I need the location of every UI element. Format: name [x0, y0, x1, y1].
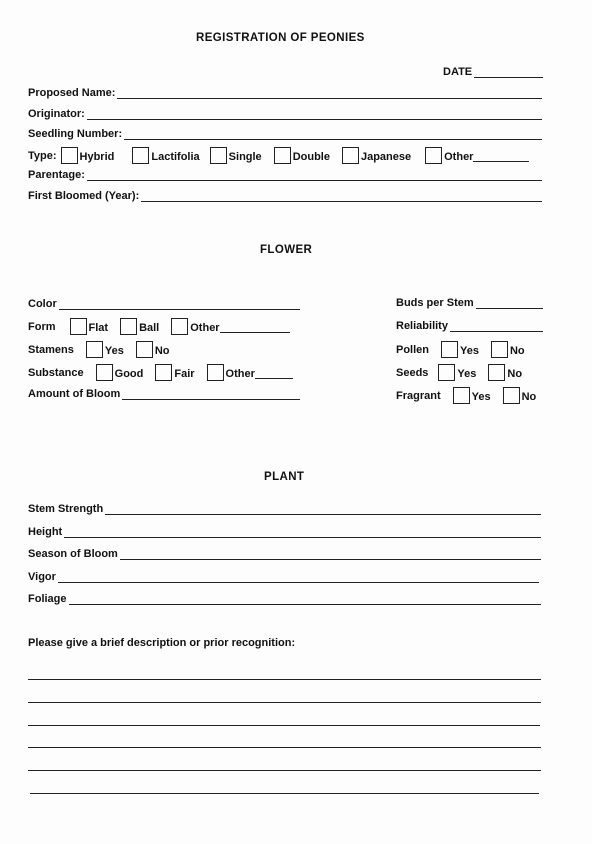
seedling-number-line[interactable] — [124, 128, 542, 140]
proposed-name-line[interactable] — [117, 87, 542, 99]
season-of-bloom-line[interactable] — [120, 548, 541, 560]
type-option-double[interactable] — [274, 147, 330, 164]
form-row — [28, 318, 290, 335]
checkbox[interactable] — [132, 147, 149, 164]
vigor-line[interactable] — [58, 571, 539, 583]
option-label: Single — [228, 151, 262, 163]
option-label: Ball — [139, 322, 160, 334]
fragrant-row — [396, 387, 536, 404]
checkbox[interactable] — [425, 147, 442, 164]
stem-strength-field[interactable] — [28, 503, 541, 515]
option-label: Yes — [471, 391, 491, 403]
substance-other-line[interactable] — [255, 367, 293, 379]
fragrant-yes[interactable] — [453, 387, 491, 404]
date-line[interactable] — [474, 66, 543, 78]
type-option-hybrid[interactable] — [61, 147, 115, 164]
pollen-row — [396, 341, 531, 358]
seedling-number-label: Seedling Number: — [28, 128, 123, 140]
checkbox[interactable] — [342, 147, 359, 164]
seeds-row — [396, 364, 528, 381]
fragrant-label: Fragrant — [396, 389, 441, 402]
option-label: Good — [114, 368, 144, 380]
option-label: Flat — [88, 322, 109, 334]
checkbox[interactable] — [136, 341, 153, 358]
description-line[interactable] — [30, 793, 539, 794]
substance-option-good[interactable] — [96, 364, 144, 381]
option-label: Double — [292, 151, 330, 163]
page-title: REGISTRATION OF PEONIES — [196, 32, 365, 44]
reliability-field[interactable] — [396, 320, 543, 332]
foliage-field[interactable] — [28, 593, 541, 605]
option-label: Yes — [104, 345, 124, 357]
option-label: Hybrid — [79, 151, 115, 163]
amount-of-bloom-field[interactable] — [28, 388, 300, 400]
seeds-yes[interactable] — [438, 364, 476, 381]
option-label: No — [154, 345, 170, 357]
flower-heading: FLOWER — [260, 244, 313, 256]
option-label: Other — [190, 322, 220, 334]
fragrant-no[interactable] — [503, 387, 537, 404]
checkbox[interactable] — [503, 387, 520, 404]
first-bloomed-field[interactable] — [28, 190, 542, 202]
stamens-no[interactable] — [136, 341, 170, 358]
type-label: Type: — [28, 149, 57, 162]
type-option-other[interactable] — [425, 147, 473, 164]
option-label: Yes — [460, 345, 479, 357]
substance-row — [28, 364, 293, 381]
checkbox[interactable] — [274, 147, 291, 164]
checkbox[interactable] — [453, 387, 470, 404]
form-option-other[interactable] — [171, 318, 219, 335]
option-label: Lactifolia — [151, 151, 200, 163]
option-label: No — [509, 345, 525, 357]
type-other-line[interactable] — [473, 150, 529, 162]
form-option-ball[interactable] — [120, 318, 159, 335]
pollen-no[interactable] — [491, 341, 525, 358]
parentage-label: Parentage: — [28, 169, 85, 181]
checkbox[interactable] — [438, 364, 455, 381]
checkbox[interactable] — [441, 341, 458, 358]
description-prompt: Please give a brief description or prior recognition: — [28, 637, 296, 649]
color-label: Color — [28, 298, 57, 310]
first-bloomed-label: First Bloomed (Year): — [28, 190, 140, 202]
checkbox[interactable] — [210, 147, 227, 164]
description-line[interactable] — [28, 770, 541, 771]
proposed-name-field[interactable] — [28, 87, 542, 99]
description-line[interactable] — [28, 747, 541, 748]
color-field[interactable] — [28, 298, 300, 310]
buds-per-stem-field[interactable] — [396, 297, 543, 309]
option-label: Other — [225, 368, 255, 380]
checkbox[interactable] — [86, 341, 103, 358]
stem-strength-label: Stem Strength — [28, 503, 104, 515]
stamens-row — [28, 341, 176, 358]
date-label: DATE — [443, 66, 473, 78]
checkbox[interactable] — [96, 364, 113, 381]
color-line[interactable] — [59, 298, 300, 310]
height-field[interactable] — [28, 526, 541, 538]
stamens-label: Stamens — [28, 343, 74, 356]
checkbox[interactable] — [207, 364, 224, 381]
form-label: Form — [28, 320, 56, 333]
reliability-line[interactable] — [450, 320, 543, 332]
reliability-label: Reliability — [396, 320, 448, 332]
option-label: Other — [444, 151, 474, 163]
description-line[interactable] — [28, 702, 541, 703]
type-option-single[interactable] — [210, 147, 262, 164]
height-label: Height — [28, 526, 63, 538]
amount-of-bloom-label: Amount of Bloom — [28, 388, 121, 400]
pollen-label: Pollen — [396, 343, 430, 356]
option-label: No — [507, 368, 523, 380]
checkbox[interactable] — [155, 364, 172, 381]
buds-per-stem-line[interactable] — [476, 297, 543, 309]
first-bloomed-line[interactable] — [141, 190, 542, 202]
foliage-line[interactable] — [69, 593, 541, 605]
checkbox[interactable] — [171, 318, 188, 335]
checkbox[interactable] — [120, 318, 137, 335]
description-line[interactable] — [28, 725, 540, 726]
originator-line[interactable] — [87, 108, 542, 120]
originator-field[interactable] — [28, 108, 542, 120]
type-option-japanese[interactable] — [342, 147, 411, 164]
substance-label: Substance — [28, 366, 84, 379]
amount-of-bloom-line[interactable] — [122, 388, 300, 400]
checkbox[interactable] — [488, 364, 505, 381]
height-line[interactable] — [64, 526, 541, 538]
originator-label: Originator: — [28, 108, 85, 120]
option-label: Yes — [457, 368, 477, 380]
pollen-yes[interactable] — [441, 341, 479, 358]
season-of-bloom-label: Season of Bloom — [28, 548, 118, 560]
vigor-label: Vigor — [28, 571, 56, 583]
type-row — [28, 147, 529, 164]
season-of-bloom-field[interactable] — [28, 548, 541, 560]
stem-strength-line[interactable] — [105, 503, 541, 515]
option-label: Fair — [174, 368, 195, 380]
foliage-label: Foliage — [28, 593, 67, 605]
parentage-field[interactable] — [28, 169, 542, 181]
stamens-yes[interactable] — [86, 341, 124, 358]
form-other-line[interactable] — [220, 321, 290, 333]
date-field[interactable] — [443, 66, 543, 78]
form-option-flat[interactable] — [70, 318, 109, 335]
substance-option-other[interactable] — [207, 364, 255, 381]
option-label: No — [521, 391, 537, 403]
parentage-line[interactable] — [87, 169, 542, 181]
option-label: Japanese — [360, 151, 412, 163]
vigor-field[interactable] — [28, 571, 539, 583]
seeds-label: Seeds — [396, 366, 429, 379]
substance-option-fair[interactable] — [155, 364, 194, 381]
checkbox[interactable] — [61, 147, 78, 164]
plant-heading: PLANT — [264, 471, 305, 483]
buds-per-stem-label: Buds per Stem — [396, 297, 474, 309]
proposed-name-label: Proposed Name: — [28, 87, 116, 99]
seedling-number-field[interactable] — [28, 128, 542, 140]
type-option-lactifolia[interactable] — [132, 147, 199, 164]
checkbox[interactable] — [491, 341, 508, 358]
checkbox[interactable] — [70, 318, 87, 335]
seeds-no[interactable] — [488, 364, 522, 381]
description-line[interactable] — [28, 679, 541, 680]
